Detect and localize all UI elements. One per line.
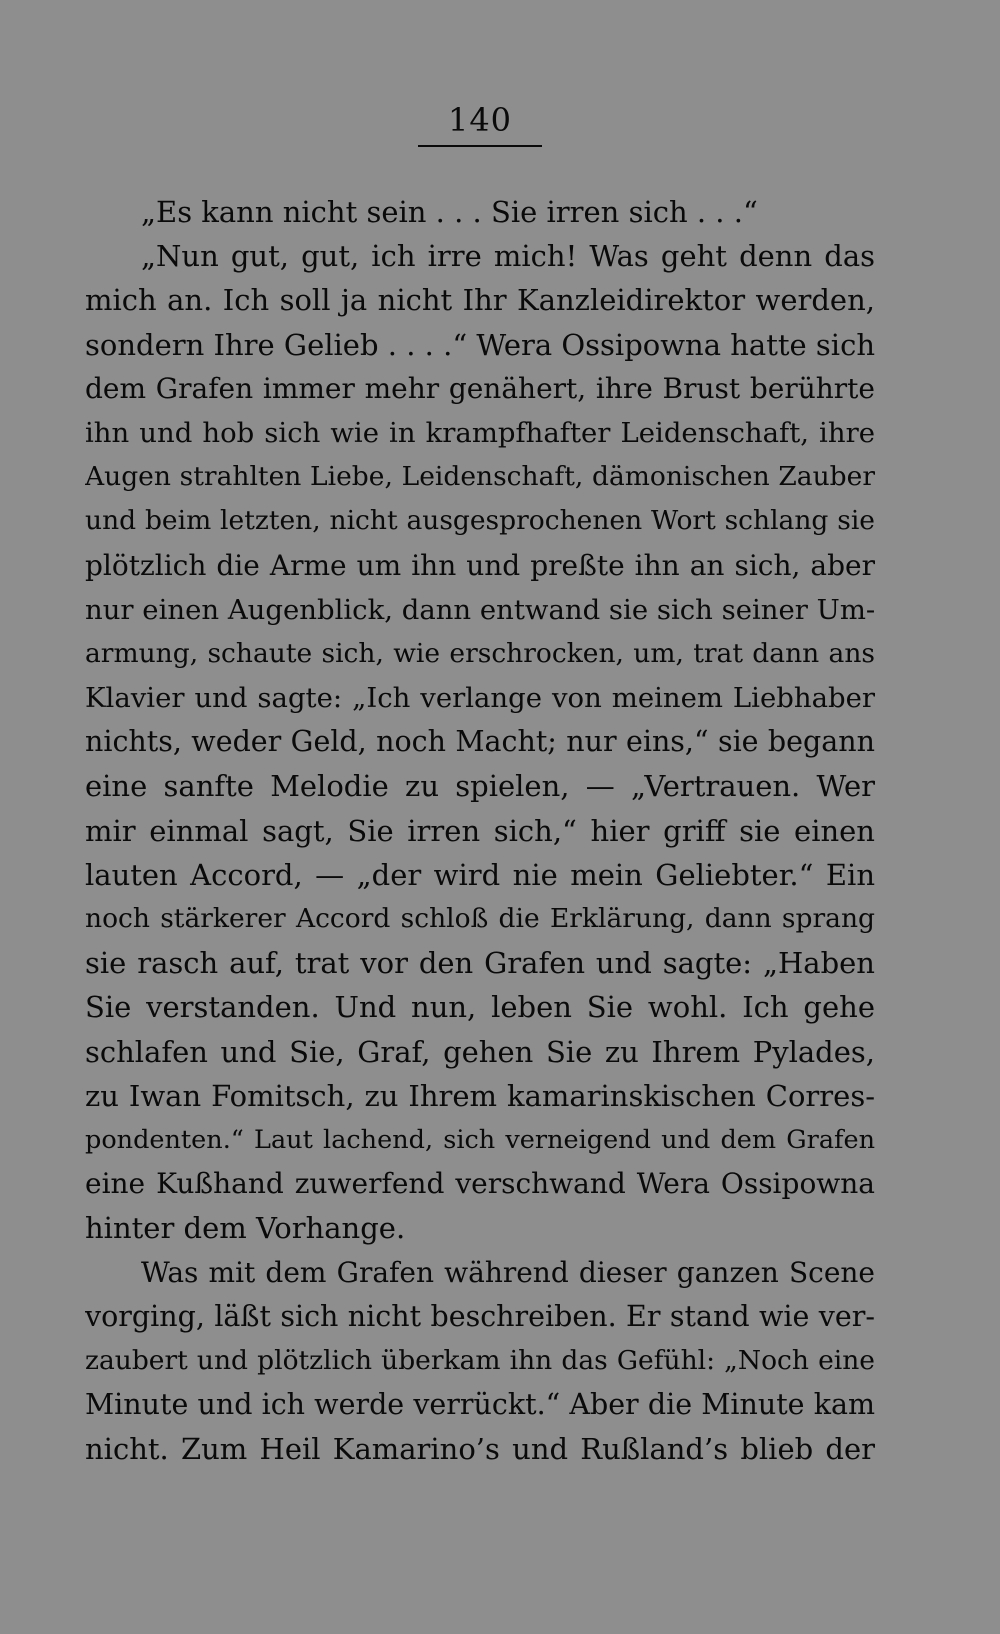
text-line: Was mit dem Grafen während dieser ganzen Scene xyxy=(141,1255,875,1289)
text-line: ihn und hob sich wie in krampfhafter Leidenschaft, ihre xyxy=(85,416,875,449)
page-number-rule xyxy=(418,145,542,147)
text-line: schlafen und Sie, Graf, gehen Sie zu Ihrem Pylades, xyxy=(85,1034,875,1069)
text-line: hinter dem Vorhange. xyxy=(85,1211,406,1246)
text-line: mich an. Ich soll ja nicht Ihr Kanzleidirektor werden, xyxy=(85,283,875,318)
text-line: „Es kann nicht sein . . . Sie irren sich . . .“ xyxy=(141,195,758,229)
text-line: „Nun gut, gut, ich irre mich! Was geht denn das xyxy=(141,239,875,274)
text-line: armung, schaute sich, wie erschrocken, um, trat dann ans xyxy=(85,637,875,669)
text-line: Sie verstanden. Und nun, leben Sie wohl. Ich gehe xyxy=(85,990,875,1025)
text-line: nur einen Augenblick, dann entwand sie sich seiner Um- xyxy=(85,593,875,626)
text-line: mir einmal sagt, Sie irren sich,“ hier griff sie einen xyxy=(85,813,875,848)
body-text xyxy=(85,190,875,1471)
text-line: nichts, weder Geld, noch Macht; nur eins,“ sie begann xyxy=(85,725,875,759)
text-line: lauten Accord, — „der wird nie mein Geliebter.“ Ein xyxy=(85,857,875,892)
text-line: zaubert und plötzlich überkam ihn das Gefühl: „Noch eine xyxy=(85,1344,875,1376)
text-line: pondenten.“ Laut lachend, sich verneigend und dem Grafen xyxy=(85,1124,875,1155)
text-line: plötzlich die Arme um ihn und preßte ihn an sich, aber xyxy=(85,548,875,582)
text-line: und beim letzten, nicht ausgesprochenen Wort schlang sie xyxy=(85,505,875,537)
text-line: vorging, läßt sich nicht beschreiben. Er stand wie ver- xyxy=(85,1299,875,1333)
text-line: eine sanfte Melodie zu spielen, — „Vertrauen. Wer xyxy=(85,769,875,804)
text-line: sondern Ihre Gelieb . . . .“ Wera Ossipowna hatte sich xyxy=(85,327,875,362)
text-line: Klavier und sagte: „Ich verlange von meinem Liebhaber xyxy=(85,682,875,715)
text-line: Minute und ich werde verrückt.“ Aber die Minute kam xyxy=(85,1388,875,1422)
text-line: noch stärkerer Accord schloß die Erklärung, dann sprang xyxy=(85,903,875,934)
text-line: eine Kußhand zuwerfend verschwand Wera Ossipowna xyxy=(85,1167,875,1201)
text-line: zu Iwan Fomitsch, zu Ihrem kamarinskischen Corres- xyxy=(85,1078,875,1113)
text-line: sie rasch auf, trat vor den Grafen und sagte: „Haben xyxy=(85,946,875,981)
text-line: Augen strahlten Liebe, Leidenschaft, dämonischen Zauber xyxy=(85,461,875,493)
text-line: dem Grafen immer mehr genähert, ihre Brust berührte xyxy=(85,371,875,405)
page-number: 140 xyxy=(447,101,513,139)
text-line: nicht. Zum Heil Kamarino’s und Rußland’s blieb der xyxy=(85,1432,875,1467)
